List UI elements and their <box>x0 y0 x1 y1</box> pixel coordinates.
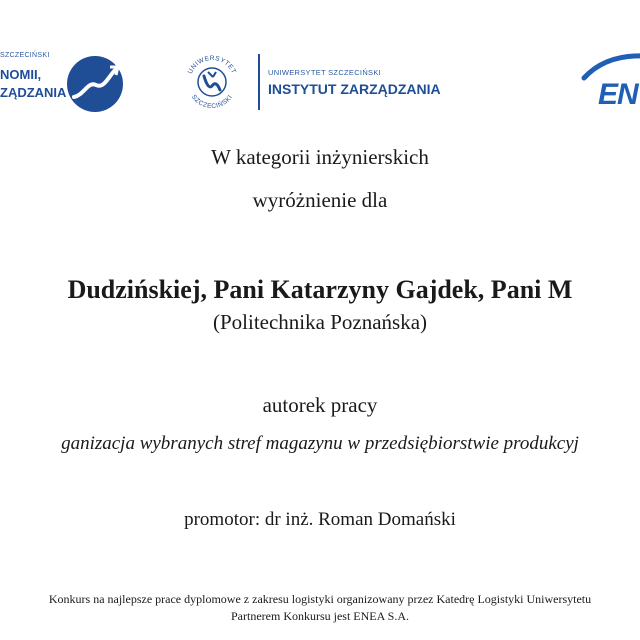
award-recipients: Dudzińskiej, Pani Katarzyny Gajdek, Pani M <box>67 275 573 304</box>
footer-partner: Partnerem Konkursu jest ENEA S.A. <box>231 609 409 623</box>
award-text: wyróżnienie dla <box>252 188 388 212</box>
enea-logo <box>576 50 640 110</box>
university-seal-icon <box>180 50 244 114</box>
seal-bottom-text: SZCZECIŃSKI <box>189 93 235 111</box>
enea-logo-text: EN <box>598 78 638 110</box>
thesis-title: ganizacja wybranych stref magazynu w przedsiębiorstwie produkcyj <box>61 433 579 454</box>
university-name: UNIWERSYTET SZCZECIŃSKI <box>268 68 382 77</box>
faculty-logo-line1: NOMII, <box>0 67 42 82</box>
institute-name: INSTYTUT ZARZĄDZANIA <box>268 81 441 97</box>
recipient-university: (Politechnika Poznańska) <box>212 310 428 334</box>
faculty-logo <box>0 52 130 112</box>
promotor-text: promotor: dr inż. Roman Domański <box>184 509 456 530</box>
logo-header <box>0 0 640 120</box>
footer-organizer: Konkurs na najlepsze prace dyplomowe z zakresu logistyki organizowany przez Katedrę Logistyki Uniwersytetu <box>48 592 592 606</box>
category-text: W kategorii inżynierskich <box>211 145 429 169</box>
faculty-logo-small-text: SZCZECIŃSKI <box>0 52 50 59</box>
faculty-logo-line2: ZĄDZANIA <box>0 85 67 100</box>
authors-label: autorek pracy <box>262 393 378 417</box>
growth-arrow-icon <box>66 55 124 113</box>
university-logo <box>180 50 470 114</box>
logo-divider <box>258 54 260 110</box>
seal-top-text: UNIWERSYTET <box>186 54 238 76</box>
